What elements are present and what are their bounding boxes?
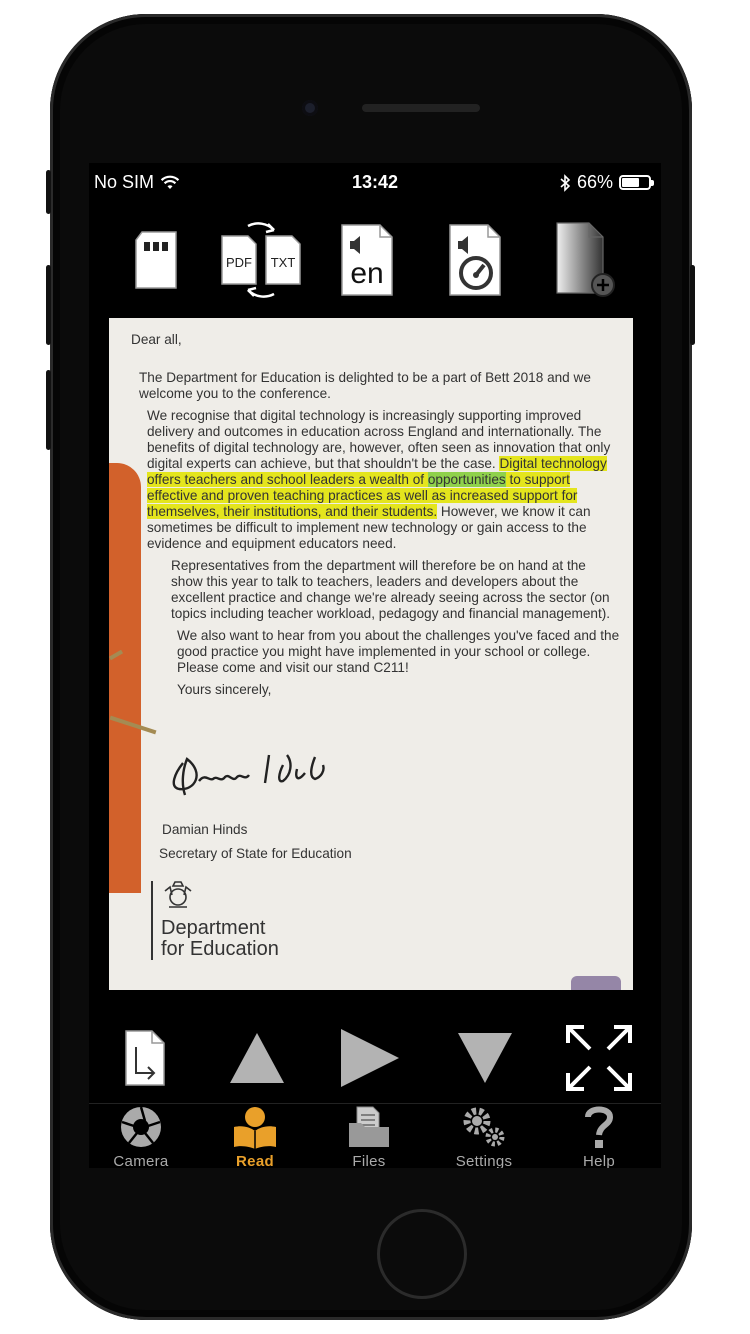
department-name-line1: Department [161, 917, 266, 939]
top-toolbar [89, 215, 661, 305]
department-logo [151, 881, 279, 960]
gears-icon [461, 1105, 507, 1149]
tab-read-label: Read [236, 1153, 274, 1168]
department-name-line2: for Education [161, 938, 279, 960]
reading-person-icon [232, 1105, 278, 1149]
clock: 13:42 [351, 172, 399, 192]
new-document-icon [553, 221, 619, 299]
volume-up-button[interactable] [46, 265, 51, 345]
speech-speed-button[interactable] [444, 215, 506, 305]
sd-card-icon [132, 230, 180, 290]
next-button[interactable] [453, 1018, 517, 1098]
signer-block [159, 818, 352, 866]
handwritten-signature [165, 743, 395, 803]
front-camera [302, 100, 318, 116]
previous-arrow-icon [228, 1031, 286, 1085]
document-view[interactable] [109, 318, 633, 990]
speech-speed-icon [446, 223, 504, 297]
export-button[interactable] [115, 1018, 175, 1098]
tab-settings[interactable] [434, 1109, 534, 1168]
letter-closing: Yours sincerely, [177, 682, 272, 697]
tab-files[interactable] [319, 1109, 419, 1168]
question-mark-icon [584, 1105, 614, 1149]
royal-crest-icon [161, 881, 195, 909]
highlighted-text: to support effective and proven teaching practices as well as increased support for themselves, their institutions, and their students. [147, 472, 578, 519]
tab-camera-label: Camera [113, 1153, 169, 1168]
home-button[interactable] [377, 1209, 467, 1299]
battery-percent: 66% [576, 172, 613, 192]
mute-switch[interactable] [46, 170, 51, 214]
text-span: We recognise that digital technology is increasingly supporting improved delivery and outcomes in education across England and internationally. The benefits of digital technology are, however, often seen as innovation that only digital experts can achieve, but that shouldn't be the case. [147, 408, 611, 471]
tab-camera[interactable] [91, 1109, 191, 1168]
bluetooth-icon [559, 174, 571, 192]
svg-text:PDF: PDF [225, 255, 252, 270]
export-icon [124, 1029, 166, 1087]
letter-greeting: Dear all, [131, 332, 182, 347]
svg-text:en: en [350, 257, 384, 290]
new-document-button[interactable] [551, 215, 621, 305]
fullscreen-icon [564, 1023, 634, 1093]
screen [89, 163, 661, 1168]
next-arrow-icon [456, 1031, 514, 1085]
play-button[interactable] [337, 1018, 403, 1098]
highlighted-text: Digital technology offers teachers and school leaders a wealth of [147, 456, 607, 487]
tab-settings-label: Settings [455, 1153, 513, 1168]
reading-controls [89, 1018, 661, 1098]
tab-files-label: Files [352, 1153, 386, 1168]
play-icon [339, 1027, 401, 1089]
tab-help-label: Help [582, 1153, 616, 1168]
current-word-highlight: opportunities [427, 472, 506, 487]
status-bar [89, 163, 661, 201]
battery-icon [619, 175, 651, 190]
tab-bar [89, 1103, 661, 1168]
text-span: However, we know it can sometimes be difficult to implement new technology or gain access to the evidence and equipment educators need. [147, 504, 591, 551]
language-icon [338, 223, 396, 297]
svg-text:TXT: TXT [270, 255, 295, 270]
letter-paragraph: Representatives from the department will therefore be on hand at the show this year to talk to teachers, leaders and developers about the excellent practice and change we're already seeing across the sector (on topics including teacher workload, pedagogy and financial management). [171, 558, 611, 621]
convert-pdf-txt-button[interactable] [214, 215, 309, 305]
partial-logo-decoration [571, 976, 621, 990]
earpiece-speaker [362, 104, 480, 112]
tab-read[interactable] [205, 1109, 305, 1168]
tab-help[interactable] [549, 1109, 649, 1168]
signer-title: Secretary of State for Education [159, 846, 352, 861]
letter-text [131, 332, 621, 698]
fullscreen-button[interactable] [561, 1018, 637, 1098]
carrier-label: No SIM [94, 172, 155, 192]
volume-down-button[interactable] [46, 370, 51, 450]
previous-button[interactable] [225, 1018, 289, 1098]
language-button[interactable] [337, 215, 397, 305]
signer-name: Damian Hinds [162, 822, 248, 837]
letter-paragraph: The Department for Education is delighted to be a part of Bett 2018 and we welcome you to the conference. [139, 370, 591, 401]
folder-icon [347, 1105, 391, 1149]
power-button[interactable] [690, 265, 695, 345]
letter-paragraph-highlighted [147, 408, 621, 552]
sd-card-button[interactable] [131, 215, 181, 305]
camera-shutter-icon [119, 1105, 163, 1149]
pdf-to-txt-icon [216, 218, 308, 302]
letter-paragraph: We also want to hear from you about the challenges you've faced and the good practice you might have implemented in your school or college. Please come and visit our stand C211! [177, 628, 620, 675]
